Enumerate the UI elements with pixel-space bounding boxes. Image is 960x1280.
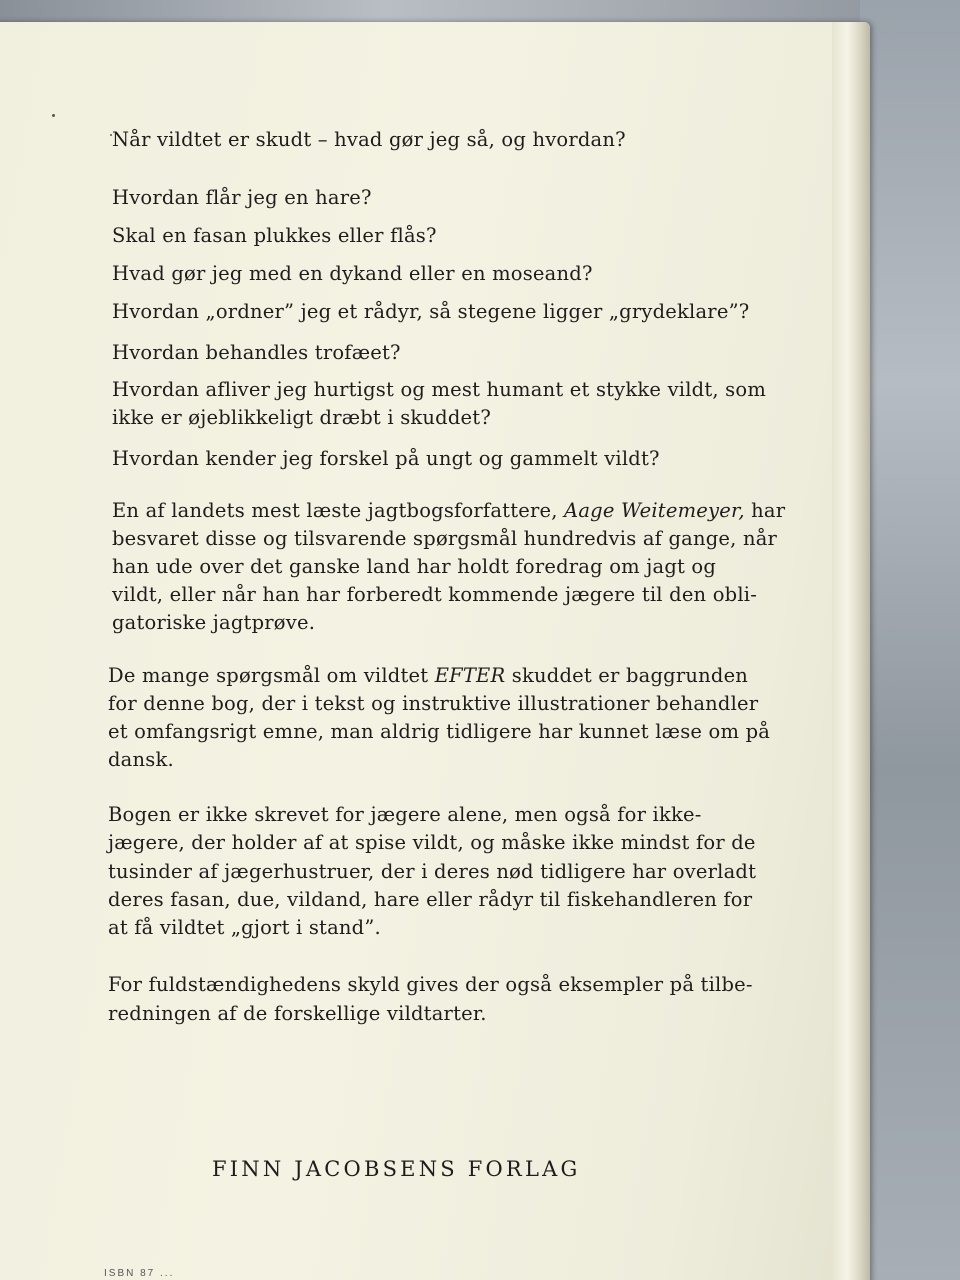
paragraph3-line: deres fasan, due, vildand, hare eller rådyr til fiskehandleren for <box>108 888 753 911</box>
isbn-fragment: ISBN 87 ... <box>104 1268 175 1279</box>
question-item: Hvordan afliver jeg hurtigst og mest humant et stykke vildt, som <box>112 378 767 401</box>
paragraph2-line <box>108 664 748 687</box>
question-item: Hvad gør jeg med en dykand eller en moseand? <box>112 262 593 285</box>
paragraph1-text: En af landets mest læste jagtbogsforfattere, <box>112 499 565 522</box>
question-item: Skal en fasan plukkes eller flås? <box>112 224 437 247</box>
question-item: Hvordan „ordner” jeg et rådyr, så stegene ligger „grydeklare”? <box>112 300 750 323</box>
paragraph1-text: har <box>744 499 786 522</box>
intro-question: Når vildtet er skudt – hvad gør jeg så, og hvordan? <box>112 128 626 151</box>
author-name: Aage Weitemeyer, <box>564 499 745 522</box>
paragraph2-text: De mange spørgsmål om vildtet <box>108 664 435 687</box>
paragraph1-line: han ude over det ganske land har holdt foredrag om jagt og <box>112 555 717 578</box>
paragraph2-line: for denne bog, der i tekst og instruktive illustrationer behandler <box>108 692 759 715</box>
paragraph2-line: et omfangsrigt emne, man aldrig tidligere har kunnet læse om på <box>108 720 771 743</box>
paragraph2-text: skuddet er baggrunden <box>505 664 749 687</box>
paragraph1-line: besvaret disse og tilsvarende spørgsmål hundredvis af gange, når <box>112 527 778 550</box>
question-item-continued: ikke er øjeblikkeligt dræbt i skuddet? <box>112 406 491 429</box>
question-item: Hvordan behandles trofæet? <box>112 341 401 364</box>
paragraph4-line: For fuldstændighedens skyld gives der også eksempler på tilbe- <box>108 973 753 996</box>
paragraph3-line: Bogen er ikke skrevet for jægere alene, men også for ikke- <box>108 803 702 826</box>
paragraph1-line <box>112 499 785 522</box>
paragraph2-line: dansk. <box>108 748 174 771</box>
publisher-name: FINN JACOBSENS FORLAG <box>212 1157 581 1181</box>
paragraph4-line: redningen af de forskellige vildtarter. <box>108 1002 487 1025</box>
question-item: Hvordan kender jeg forskel på ungt og gammelt vildt? <box>112 447 660 470</box>
paragraph1-line: vildt, eller når han har forberedt kommende jægere til den obli- <box>112 583 757 606</box>
paragraph3-line: tusinder af jægerhustruer, der i deres nød tidligere har overladt <box>108 860 757 883</box>
paper-speck <box>52 114 55 117</box>
question-item: Hvordan flår jeg en hare? <box>112 186 372 209</box>
paragraph1-line: gatoriske jagtprøve. <box>112 611 316 634</box>
paragraph3-line: jægere, der holder af at spise vildt, og måske ikke mindst for de <box>108 831 756 854</box>
paragraph3-line: at få vildtet „gjort i stand”. <box>108 916 381 939</box>
emphasis-efter: EFTER <box>434 664 506 687</box>
